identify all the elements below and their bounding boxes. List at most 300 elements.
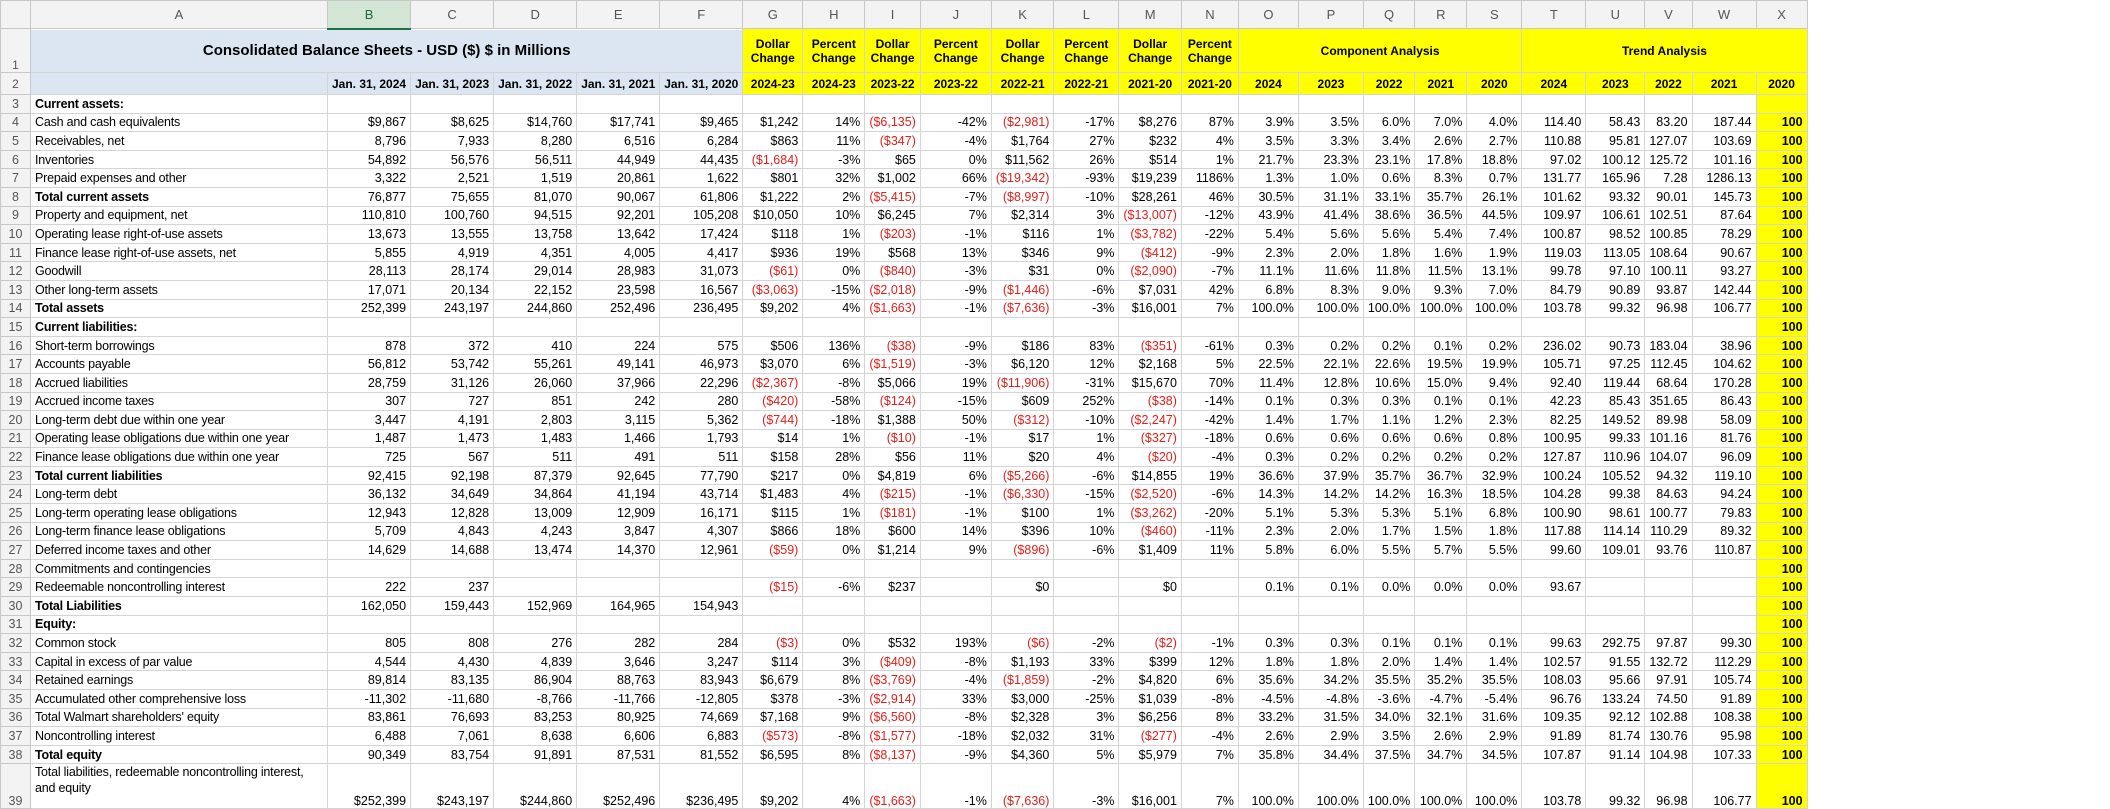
cell[interactable]: ($277) xyxy=(1119,727,1182,746)
cell[interactable]: 0.2% xyxy=(1298,448,1363,467)
header-change-1[interactable]: Percent Change xyxy=(803,29,865,73)
cell[interactable]: 20,134 xyxy=(411,280,494,299)
cell[interactable]: $863 xyxy=(743,132,803,151)
cell[interactable]: 100 xyxy=(1756,597,1807,616)
cell[interactable]: 83,253 xyxy=(494,708,577,727)
cell[interactable]: 100 xyxy=(1756,113,1807,132)
row-label[interactable]: Finance lease right-of-use assets, net xyxy=(31,243,328,262)
cell[interactable]: -22% xyxy=(1181,225,1238,244)
cell[interactable]: 12,828 xyxy=(411,504,494,523)
cell[interactable]: $8,625 xyxy=(411,113,494,132)
cell[interactable]: $243,197 xyxy=(411,764,494,809)
cell[interactable]: 6.0% xyxy=(1363,113,1414,132)
cell[interactable]: 18% xyxy=(803,522,865,541)
cell[interactable]: 1.0% xyxy=(1298,169,1363,188)
cell[interactable]: 100 xyxy=(1756,225,1807,244)
cell[interactable]: $6,595 xyxy=(743,745,803,764)
cell[interactable]: ($5,415) xyxy=(865,187,921,206)
cell[interactable]: 100.0% xyxy=(1298,764,1363,809)
cell[interactable]: 93.32 xyxy=(1586,187,1645,206)
cell[interactable]: -8,766 xyxy=(494,690,577,709)
cell[interactable]: 164,965 xyxy=(577,597,660,616)
cell[interactable]: 5.1% xyxy=(1238,504,1298,523)
cell[interactable] xyxy=(1181,318,1238,337)
cell[interactable]: 0.2% xyxy=(1467,336,1522,355)
cell[interactable]: 89,814 xyxy=(328,671,411,690)
cell[interactable]: 17,071 xyxy=(328,280,411,299)
cell[interactable]: 0.0% xyxy=(1415,578,1467,597)
cell[interactable]: 34,864 xyxy=(494,485,577,504)
cell[interactable]: 97.91 xyxy=(1645,671,1692,690)
cell[interactable]: $236,495 xyxy=(660,764,743,809)
cell[interactable]: 113.05 xyxy=(1586,243,1645,262)
cell[interactable]: ($6,135) xyxy=(865,113,921,132)
cell[interactable]: 19% xyxy=(920,373,991,392)
cell[interactable]: 100.0% xyxy=(1363,299,1414,318)
cell[interactable]: 4,430 xyxy=(411,652,494,671)
cell[interactable]: -6% xyxy=(803,578,865,597)
cell[interactable]: 1.5% xyxy=(1415,522,1467,541)
cell[interactable]: 94,515 xyxy=(494,206,577,225)
cell[interactable]: 27% xyxy=(1054,132,1119,151)
cell[interactable]: ($312) xyxy=(991,411,1054,430)
cell[interactable]: 30.5% xyxy=(1238,187,1298,206)
date-header-3[interactable]: Jan. 31, 2021 xyxy=(577,73,660,95)
cell[interactable]: 0.1% xyxy=(1415,634,1467,653)
cell[interactable]: 16.3% xyxy=(1415,485,1467,504)
cell[interactable]: 104.62 xyxy=(1692,355,1756,374)
cell[interactable]: 1,466 xyxy=(577,429,660,448)
cell[interactable]: 3.5% xyxy=(1238,132,1298,151)
cell[interactable]: 56,812 xyxy=(328,355,411,374)
cell[interactable]: 83,754 xyxy=(411,745,494,764)
cell[interactable]: -42% xyxy=(1181,411,1238,430)
cell[interactable]: -18% xyxy=(920,727,991,746)
label-header[interactable] xyxy=(31,73,328,95)
cell[interactable]: $1,409 xyxy=(1119,541,1182,560)
cell[interactable]: ($6,330) xyxy=(991,485,1054,504)
cell[interactable]: -31% xyxy=(1054,373,1119,392)
cell[interactable]: 1% xyxy=(1181,150,1238,169)
row-label[interactable]: Other long-term assets xyxy=(31,280,328,299)
cell[interactable]: 13.1% xyxy=(1467,262,1522,281)
cell[interactable]: 103.78 xyxy=(1522,764,1586,809)
cell[interactable]: 100 xyxy=(1756,187,1807,206)
cell[interactable]: 35.5% xyxy=(1363,671,1414,690)
row-number[interactable]: 28 xyxy=(1,559,31,578)
cell[interactable] xyxy=(1415,597,1467,616)
cell[interactable]: -3.6% xyxy=(1363,690,1414,709)
cell[interactable]: ($3,063) xyxy=(743,280,803,299)
row-label[interactable]: Commitments and contingencies xyxy=(31,559,328,578)
cell[interactable]: 4,307 xyxy=(660,522,743,541)
cell[interactable]: 0.2% xyxy=(1298,336,1363,355)
date-header-13[interactable]: 2024 xyxy=(1238,73,1298,95)
cell[interactable]: $346 xyxy=(991,243,1054,262)
cell[interactable] xyxy=(920,559,991,578)
cell[interactable]: 23.1% xyxy=(1363,150,1414,169)
cell[interactable]: 12% xyxy=(1181,652,1238,671)
cell[interactable]: ($2,018) xyxy=(865,280,921,299)
cell[interactable]: -8% xyxy=(920,708,991,727)
cell[interactable]: 58.43 xyxy=(1586,113,1645,132)
cell[interactable]: 100 xyxy=(1756,652,1807,671)
cell[interactable]: 106.77 xyxy=(1692,299,1756,318)
header-change-3[interactable]: Percent Change xyxy=(920,29,991,73)
cell[interactable]: $9,867 xyxy=(328,113,411,132)
cell[interactable]: 94.24 xyxy=(1692,485,1756,504)
cell[interactable]: -1% xyxy=(920,485,991,504)
row-label[interactable]: Total liabilities, redeemable noncontrolling interest, and equity xyxy=(31,764,328,809)
date-header-1[interactable]: Jan. 31, 2023 xyxy=(411,73,494,95)
cell[interactable]: 108.03 xyxy=(1522,671,1586,690)
cell[interactable]: -11,766 xyxy=(577,690,660,709)
cell[interactable]: 8.3% xyxy=(1298,280,1363,299)
row-label[interactable]: Total current liabilities xyxy=(31,466,328,485)
column-header-h[interactable]: H xyxy=(803,1,865,29)
cell[interactable] xyxy=(1692,597,1756,616)
cell[interactable]: 96.98 xyxy=(1645,764,1692,809)
trend-analysis-header[interactable]: Trend Analysis xyxy=(1522,29,1807,73)
cell[interactable]: -4% xyxy=(920,132,991,151)
cell[interactable]: 100 xyxy=(1756,466,1807,485)
row-number[interactable]: 24 xyxy=(1,485,31,504)
cell[interactable]: $252,399 xyxy=(328,764,411,809)
cell[interactable] xyxy=(1298,559,1363,578)
cell[interactable] xyxy=(865,597,921,616)
cell[interactable]: 8% xyxy=(803,745,865,764)
cell[interactable]: 34.2% xyxy=(1298,671,1363,690)
column-header-f[interactable]: F xyxy=(660,1,743,29)
row-number[interactable]: 14 xyxy=(1,299,31,318)
cell[interactable]: 6% xyxy=(1181,671,1238,690)
date-header-16[interactable]: 2021 xyxy=(1415,73,1467,95)
cell[interactable]: 3,447 xyxy=(328,411,411,430)
row-number[interactable]: 4 xyxy=(1,113,31,132)
cell[interactable]: 97.87 xyxy=(1645,634,1692,653)
row-label[interactable]: Long-term finance lease obligations xyxy=(31,522,328,541)
row-number[interactable]: 31 xyxy=(1,615,31,634)
cell[interactable]: 41,194 xyxy=(577,485,660,504)
cell[interactable]: -8% xyxy=(1181,690,1238,709)
cell[interactable]: 1,622 xyxy=(660,169,743,188)
cell[interactable]: 119.44 xyxy=(1586,373,1645,392)
row-label[interactable]: Deferred income taxes and other xyxy=(31,541,328,560)
cell[interactable]: 7,933 xyxy=(411,132,494,151)
cell[interactable]: $14,760 xyxy=(494,113,577,132)
cell[interactable]: 252,399 xyxy=(328,299,411,318)
cell[interactable]: $9,202 xyxy=(743,764,803,809)
row-label[interactable]: Finance lease obligations due within one year xyxy=(31,448,328,467)
cell[interactable]: 236.02 xyxy=(1522,336,1586,355)
cell[interactable]: 29,014 xyxy=(494,262,577,281)
row-label[interactable]: Accounts payable xyxy=(31,355,328,374)
column-header-q[interactable]: Q xyxy=(1363,1,1414,29)
cell[interactable]: 98.61 xyxy=(1586,504,1645,523)
cell[interactable]: 21.7% xyxy=(1238,150,1298,169)
cell[interactable] xyxy=(1645,578,1692,597)
cell[interactable]: 81,070 xyxy=(494,187,577,206)
row-number[interactable]: 12 xyxy=(1,262,31,281)
cell[interactable]: $2,328 xyxy=(991,708,1054,727)
cell[interactable]: 13% xyxy=(920,243,991,262)
row-number[interactable]: 32 xyxy=(1,634,31,653)
cell[interactable]: 236,495 xyxy=(660,299,743,318)
cell[interactable] xyxy=(1181,95,1238,114)
cell[interactable]: $56 xyxy=(865,448,921,467)
cell[interactable]: -1% xyxy=(920,429,991,448)
cell[interactable]: $237 xyxy=(865,578,921,597)
cell[interactable]: 11.4% xyxy=(1238,373,1298,392)
cell[interactable] xyxy=(1238,318,1298,337)
row-number[interactable]: 18 xyxy=(1,373,31,392)
cell[interactable]: 100 xyxy=(1756,243,1807,262)
cell[interactable] xyxy=(920,578,991,597)
cell[interactable]: 16,567 xyxy=(660,280,743,299)
cell[interactable]: $6,679 xyxy=(743,671,803,690)
cell[interactable]: 19.9% xyxy=(1467,355,1522,374)
cell[interactable]: ($20) xyxy=(1119,448,1182,467)
cell[interactable]: 99.60 xyxy=(1522,541,1586,560)
cell[interactable]: -4.7% xyxy=(1415,690,1467,709)
cell[interactable]: 125.72 xyxy=(1645,150,1692,169)
cell[interactable]: $5,979 xyxy=(1119,745,1182,764)
cell[interactable]: 19% xyxy=(1181,466,1238,485)
row-number[interactable]: 21 xyxy=(1,429,31,448)
cell[interactable]: 94.32 xyxy=(1645,466,1692,485)
row-number[interactable]: 25 xyxy=(1,504,31,523)
cell[interactable]: 110.96 xyxy=(1586,448,1645,467)
row-number[interactable]: 35 xyxy=(1,690,31,709)
cell[interactable]: 35.6% xyxy=(1238,671,1298,690)
cell[interactable]: 99.32 xyxy=(1586,299,1645,318)
cell[interactable]: $0 xyxy=(991,578,1054,597)
cell[interactable]: 53,742 xyxy=(411,355,494,374)
cell[interactable]: $7,168 xyxy=(743,708,803,727)
cell[interactable] xyxy=(660,615,743,634)
cell[interactable]: 108.38 xyxy=(1692,708,1756,727)
cell[interactable] xyxy=(1467,95,1522,114)
cell[interactable]: 3,115 xyxy=(577,411,660,430)
cell[interactable]: 7.0% xyxy=(1467,280,1522,299)
cell[interactable]: ($7,636) xyxy=(991,764,1054,809)
cell[interactable]: 100.0% xyxy=(1467,764,1522,809)
cell[interactable]: 133.24 xyxy=(1586,690,1645,709)
cell[interactable]: 33% xyxy=(920,690,991,709)
cell[interactable]: 91.14 xyxy=(1586,745,1645,764)
cell[interactable]: ($61) xyxy=(743,262,803,281)
cell[interactable] xyxy=(865,318,921,337)
cell[interactable]: 46,973 xyxy=(660,355,743,374)
cell[interactable]: 93.87 xyxy=(1645,280,1692,299)
cell[interactable]: 6% xyxy=(920,466,991,485)
cell[interactable]: 98.52 xyxy=(1586,225,1645,244)
cell[interactable] xyxy=(803,559,865,578)
cell[interactable]: 1.4% xyxy=(1238,411,1298,430)
cell[interactable]: -9% xyxy=(920,745,991,764)
cell[interactable] xyxy=(1645,95,1692,114)
cell[interactable] xyxy=(1054,318,1119,337)
cell[interactable]: 96.76 xyxy=(1522,690,1586,709)
cell[interactable]: $15,670 xyxy=(1119,373,1182,392)
cell[interactable]: 5.8% xyxy=(1238,541,1298,560)
header-change-0[interactable]: Dollar Change xyxy=(743,29,803,73)
cell[interactable]: 5.6% xyxy=(1298,225,1363,244)
cell[interactable]: 93.27 xyxy=(1692,262,1756,281)
cell[interactable] xyxy=(743,95,803,114)
cell[interactable] xyxy=(920,615,991,634)
cell[interactable]: 2.9% xyxy=(1467,727,1522,746)
cell[interactable]: 92,198 xyxy=(411,466,494,485)
cell[interactable]: 1.4% xyxy=(1415,652,1467,671)
cell[interactable]: 127.87 xyxy=(1522,448,1586,467)
cell[interactable]: 8% xyxy=(1181,708,1238,727)
cell[interactable]: 100 xyxy=(1756,764,1807,809)
cell[interactable] xyxy=(411,615,494,634)
cell[interactable]: $6,256 xyxy=(1119,708,1182,727)
cell[interactable]: ($7,636) xyxy=(991,299,1054,318)
cell[interactable]: 35.5% xyxy=(1467,671,1522,690)
cell[interactable]: 93.67 xyxy=(1522,578,1586,597)
cell[interactable]: ($6,560) xyxy=(865,708,921,727)
cell[interactable]: 84.63 xyxy=(1645,485,1692,504)
cell[interactable]: ($896) xyxy=(991,541,1054,560)
row-number[interactable]: 33 xyxy=(1,652,31,671)
cell[interactable]: 5% xyxy=(1181,355,1238,374)
cell[interactable]: 3% xyxy=(1054,206,1119,225)
cell[interactable]: 0.2% xyxy=(1415,448,1467,467)
cell[interactable]: 2.0% xyxy=(1363,652,1414,671)
cell[interactable]: 12% xyxy=(1054,355,1119,374)
cell[interactable] xyxy=(577,95,660,114)
cell[interactable]: 0.6% xyxy=(1415,429,1467,448)
cell[interactable]: 100.95 xyxy=(1522,429,1586,448)
cell[interactable]: 154,943 xyxy=(660,597,743,616)
cell[interactable] xyxy=(1054,578,1119,597)
column-header-r[interactable]: R xyxy=(1415,1,1467,29)
cell[interactable]: -3% xyxy=(920,262,991,281)
cell[interactable]: 58.09 xyxy=(1692,411,1756,430)
cell[interactable]: 112.45 xyxy=(1645,355,1692,374)
cell[interactable]: 100 xyxy=(1756,132,1807,151)
cell[interactable]: 35.8% xyxy=(1238,745,1298,764)
cell[interactable]: -3% xyxy=(1054,299,1119,318)
cell[interactable]: 0% xyxy=(803,541,865,560)
cell[interactable] xyxy=(1522,559,1586,578)
cell[interactable]: 1186% xyxy=(1181,169,1238,188)
date-header-19[interactable]: 2023 xyxy=(1586,73,1645,95)
cell[interactable]: 4,544 xyxy=(328,652,411,671)
cell[interactable]: 237 xyxy=(411,578,494,597)
cell[interactable]: 33% xyxy=(1054,652,1119,671)
cell[interactable]: 13,474 xyxy=(494,541,577,560)
cell[interactable]: ($1,446) xyxy=(991,280,1054,299)
cell[interactable]: 0.6% xyxy=(1363,429,1414,448)
cell[interactable]: 100 xyxy=(1756,336,1807,355)
cell[interactable]: $28,261 xyxy=(1119,187,1182,206)
row-label[interactable]: Cash and cash equivalents xyxy=(31,113,328,132)
cell[interactable]: 0% xyxy=(1054,262,1119,281)
cell[interactable]: 193% xyxy=(920,634,991,653)
cell[interactable] xyxy=(1645,559,1692,578)
cell[interactable]: ($3,262) xyxy=(1119,504,1182,523)
cell[interactable]: 76,693 xyxy=(411,708,494,727)
cell[interactable]: 1.3% xyxy=(1238,169,1298,188)
cell[interactable]: 90.89 xyxy=(1586,280,1645,299)
cell[interactable]: $532 xyxy=(865,634,921,653)
column-header-e[interactable]: E xyxy=(577,1,660,29)
cell[interactable]: 0.1% xyxy=(1415,336,1467,355)
row-number[interactable]: 7 xyxy=(1,169,31,188)
date-header-11[interactable]: 2021-20 xyxy=(1119,73,1182,95)
cell[interactable]: 103.69 xyxy=(1692,132,1756,151)
cell[interactable]: 100.24 xyxy=(1522,466,1586,485)
cell[interactable] xyxy=(1238,597,1298,616)
cell[interactable]: 9% xyxy=(1054,243,1119,262)
cell[interactable]: 1.8% xyxy=(1363,243,1414,262)
cell[interactable]: ($215) xyxy=(865,485,921,504)
cell[interactable]: 36.6% xyxy=(1238,466,1298,485)
column-header-l[interactable]: L xyxy=(1054,1,1119,29)
cell[interactable]: 7.28 xyxy=(1645,169,1692,188)
cell[interactable]: 82.25 xyxy=(1522,411,1586,430)
cell[interactable]: 4,839 xyxy=(494,652,577,671)
cell[interactable]: 1.7% xyxy=(1363,522,1414,541)
cell[interactable]: -6% xyxy=(1054,541,1119,560)
cell[interactable]: 33.1% xyxy=(1363,187,1414,206)
cell[interactable]: 114.14 xyxy=(1586,522,1645,541)
row-number[interactable]: 22 xyxy=(1,448,31,467)
cell[interactable]: $801 xyxy=(743,169,803,188)
cell[interactable]: 0.6% xyxy=(1363,169,1414,188)
cell[interactable]: 90.73 xyxy=(1586,336,1645,355)
cell[interactable]: 119.10 xyxy=(1692,466,1756,485)
cell[interactable]: $115 xyxy=(743,504,803,523)
cell[interactable]: ($3,769) xyxy=(865,671,921,690)
cell[interactable]: 0.1% xyxy=(1467,392,1522,411)
column-header-b[interactable]: B xyxy=(328,1,411,29)
cell[interactable]: $936 xyxy=(743,243,803,262)
cell[interactable] xyxy=(1586,597,1645,616)
cell[interactable] xyxy=(991,95,1054,114)
cell[interactable]: 31.5% xyxy=(1298,708,1363,727)
row-number[interactable]: 6 xyxy=(1,150,31,169)
row-label[interactable]: Capital in excess of par value xyxy=(31,652,328,671)
row-label[interactable]: Total assets xyxy=(31,299,328,318)
cell[interactable] xyxy=(494,578,577,597)
cell[interactable]: 14,688 xyxy=(411,541,494,560)
cell[interactable]: 61,806 xyxy=(660,187,743,206)
row-number[interactable]: 36 xyxy=(1,708,31,727)
header-change-2[interactable]: Dollar Change xyxy=(865,29,921,73)
cell[interactable]: 4% xyxy=(803,485,865,504)
cell[interactable] xyxy=(1363,559,1414,578)
cell[interactable]: 90,349 xyxy=(328,745,411,764)
cell[interactable]: 92.40 xyxy=(1522,373,1586,392)
cell[interactable]: $1,764 xyxy=(991,132,1054,151)
cell[interactable]: 102.57 xyxy=(1522,652,1586,671)
cell[interactable]: 80,925 xyxy=(577,708,660,727)
cell[interactable]: 1% xyxy=(803,429,865,448)
cell[interactable] xyxy=(1467,597,1522,616)
cell[interactable]: -9% xyxy=(920,336,991,355)
cell[interactable]: 83.20 xyxy=(1645,113,1692,132)
cell[interactable]: 7,061 xyxy=(411,727,494,746)
cell[interactable]: 0.6% xyxy=(1298,429,1363,448)
cell[interactable]: $506 xyxy=(743,336,803,355)
cell[interactable] xyxy=(411,95,494,114)
cell[interactable]: $158 xyxy=(743,448,803,467)
